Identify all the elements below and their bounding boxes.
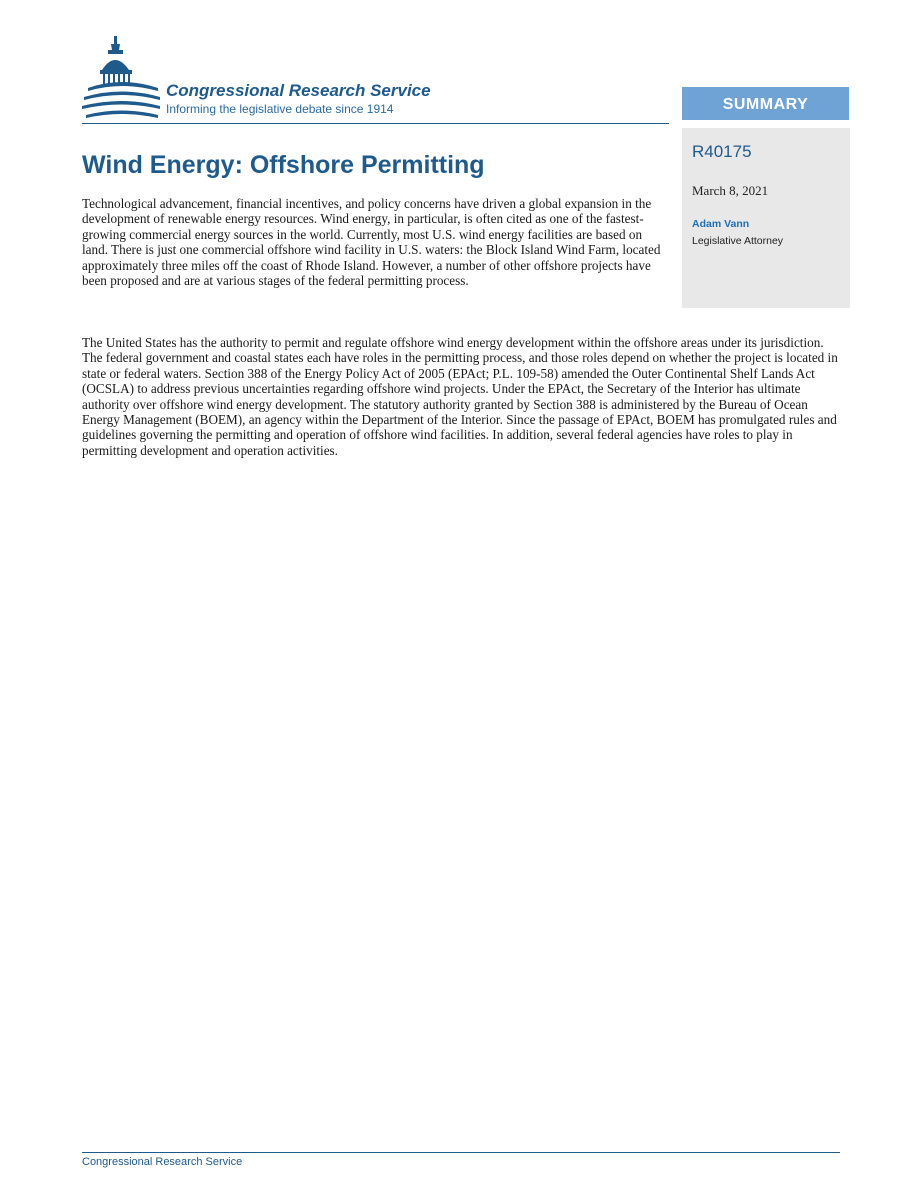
page-title: Wind Energy: Offshore Permitting — [82, 151, 485, 179]
summary-paragraph-2: The United States has the authority to permit and regulate offshore wind energy development within the offshore areas under its jurisdiction. The federal government and coastal states each have roles in the permitting process, and those roles depend on whether the project is located in state or federal waters. Section 388 of the Energy Policy Act of 2005 (EPAct; P.L. 109-58) amended the Outer Continental Shelf Lands Act (OCSLA) to address previous uncertainties regarding offshore wind projects. Under the EPAct, the Secretary of the Interior has ultimate authority over offshore wind energy development. The statutory authority granted by Section 388 is administered by the Bureau of Ocean Energy Management (BOEM), an agency within the Department of the Interior. Since the passage of EPAct, BOEM has promulgated rules and guidelines governing the permitting and operation of offshore wind facilities. In addition, several federal agencies have roles to play in permitting development and operation activities. — [82, 335, 838, 458]
footer-text: Congressional Research Service — [82, 1156, 243, 1168]
crs-logo — [82, 36, 472, 122]
capitol-dome-icon — [82, 36, 162, 122]
header-divider — [82, 123, 669, 124]
summary-sidebar — [682, 128, 850, 308]
footer-divider — [82, 1152, 840, 1153]
org-tagline: Informing the legislative debate since 1914 — [166, 102, 394, 116]
org-name: Congressional Research Service — [166, 81, 431, 100]
report-date: March 8, 2021 — [692, 183, 769, 198]
author-title: Legislative Attorney — [692, 235, 784, 247]
summary-heading: SUMMARY — [682, 87, 849, 120]
summary-paragraph-1: Technological advancement, financial incentives, and policy concerns have driven a global expansion in the development of renewable energy resources. Wind energy, in particular, is often cited as one of the fastest-growing commercial energy sources in the world. Currently, most U.S. wind energy facilities are based on land. There is just one commercial offshore wind facility in U.S. waters: the Block Island Wind Farm, located approximately three miles off the coast of Rhode Island. However, a number of other offshore projects have been proposed and are at various stages of the federal permitting process. — [82, 196, 661, 289]
author-name: Adam Vann — [692, 218, 750, 230]
report-number: R40175 — [692, 142, 752, 161]
